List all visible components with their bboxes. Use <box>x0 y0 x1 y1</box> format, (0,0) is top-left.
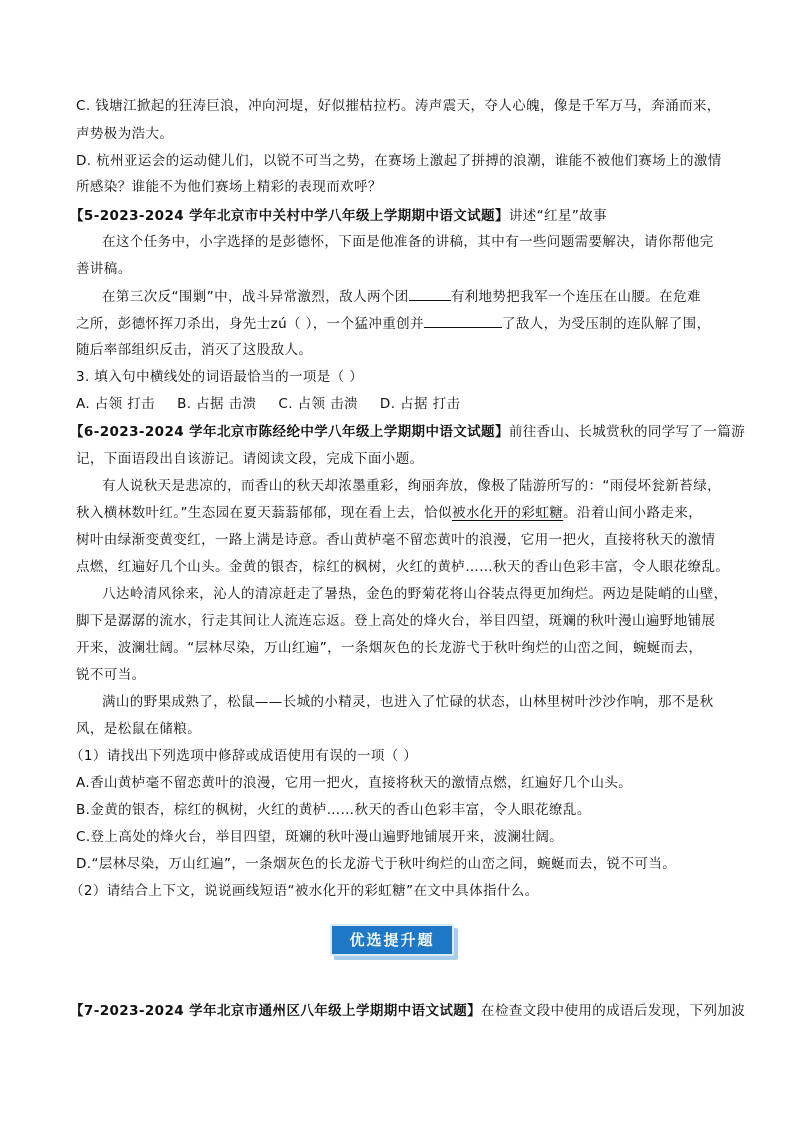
sub-question-1: （1）请找出下列选项中修辞或成语使用有误的一项（ ） <box>70 748 418 764</box>
passage-p2-line3: 开来，波澜壮阔。“层林尽染，万山红遍”，一条烟灰色的长龙游弋于秋叶绚烂的山峦之间，蜿蜒而去， <box>76 640 703 656</box>
question-6-header <box>70 422 746 442</box>
option-c-line1: C. 钱塘江掀起的狂涛巨浪，冲向河堤，好似摧枯拉朽。涛声震天，夺人心魄，像是千军万马，奔涌而来， <box>76 98 721 114</box>
question-7-source: 【7-2023-2024 学年北京市通州区八年级上学期期中语文试题】 <box>70 1003 482 1019</box>
passage-p2-line1: 八达岭清风徐来，沁人的清凉赶走了暑热，金色的野菊花将山谷装点得更加绚烂。两边是陡峭的山壁， <box>102 586 728 602</box>
underlined-phrase: 被水化开的彩虹糖 <box>451 505 564 521</box>
passage-p1-line3: 树叶由绿渐变黄变红，一路上满是诗意。香山黄栌毫不留恋黄叶的浪漫，它用一把火，直接将秋天的激情 <box>76 532 716 548</box>
sub-question-1-option-d: D.“层林尽染，万山红遍”，一条烟灰色的长龙游弋于秋叶绚烂的山峦之间，蜿蜒而去，锐不可当。 <box>76 856 677 872</box>
sub-question-1-option-c: C.登上高处的烽火台，举目四望，斑斓的秋叶漫山遍野地铺展开来，波澜壮阔。 <box>76 829 564 845</box>
question-6-topic: 前往香山、长城赏秋的同学写了一篇游 <box>508 424 746 440</box>
passage-p2-line4: 锐不可当。 <box>76 667 146 683</box>
q5-passage-text: 之所，彭德怀挥刀杀出，身先士zú（ ），一个猛冲重创并 <box>76 316 424 332</box>
q5-passage-line1 <box>102 286 734 307</box>
question-7-topic: 在检查文段中使用的成语后发现，下列加波 <box>481 1003 746 1019</box>
fill-blank-1 <box>409 286 451 301</box>
q5-passage-text: 有利地势把我军一个连压在山腰。在危难 <box>450 289 701 305</box>
q5-intro-line2: 善讲稿。 <box>76 261 132 277</box>
q5-passage-line2 <box>76 313 734 334</box>
passage-text: 。沿着山间小路走来， <box>563 505 703 521</box>
q5-passage-text: 在第三次反“围剿”中，战斗异常激烈，敌人两个团 <box>102 289 409 305</box>
sub-question-2: （2）请结合上下文，说说画线短语“被水化开的彩虹糖”在文中具体指什么。 <box>70 883 539 899</box>
fill-blank-2 <box>424 313 502 328</box>
passage-p1-line4: 点燃，红遍好几个山头。金黄的银杏，棕红的枫树，火红的黄栌……秋天的香山色彩丰富，令人眼花缭乱。 <box>76 559 730 575</box>
option-c-line2: 声势极为浩大。 <box>76 126 174 142</box>
question-3-options <box>76 394 734 414</box>
passage-p3-line1: 满山的野果成熟了，松鼠——长城的小精灵，也进入了忙碌的状态，山林里树叶沙沙作响，那不是秋 <box>102 694 714 710</box>
option-c: C. 占领 击溃 <box>278 396 358 412</box>
passage-p1-line1: 有人说秋天是悲凉的，而香山的秋天却浓墨重彩，绚丽奔放，像极了陆游所写的：“雨侵坏瓮新苔绿， <box>102 478 721 494</box>
question-6-subline: 记，下面语段出自该游记。请阅读文段，完成下面小题。 <box>76 451 424 467</box>
question-7-header <box>70 1001 746 1021</box>
option-b: B. 占据 击溃 <box>177 396 257 412</box>
sub-question-1-option-b: B.金黄的银杏，棕红的枫树，火红的黄栌……秋天的香山色彩丰富，令人眼花缭乱。 <box>76 802 591 818</box>
question-6-source: 【6-2023-2024 学年北京市陈经纶中学八年级上学期期中语文试题】 <box>70 424 509 440</box>
option-d-line2: 所感染？谁能不为他们赛场上精彩的表现而欢呼？ <box>76 179 382 195</box>
option-d: D. 占据 打击 <box>379 396 461 412</box>
passage-text: 秋入横林数叶红。”生态园在夏天蓊蓊郁郁，现在看上去，恰似 <box>76 505 452 521</box>
q5-intro-line1: 在这个任务中，小字选择的是彭德怀，下面是他准备的讲稿，其中有一些问题需要解决，请你帮他完 <box>102 234 714 250</box>
question-5-header <box>70 206 734 226</box>
passage-p1-line2 <box>76 503 734 523</box>
option-d-line1: D. 杭州亚运会的运动健儿们，以锐不可当之势，在赛场上激起了拼搏的浪潮，谁能不被他们赛场上的激情 <box>76 153 722 169</box>
section-badge-label: 优选提升题 <box>330 924 454 956</box>
q5-passage-line3: 随后率部组织反击，消灭了这股敌人。 <box>76 342 313 358</box>
question-5-source: 【5-2023-2024 学年北京市中关村中学八年级上学期期中语文试题】 <box>70 208 509 224</box>
question-3: 3. 填入句中横线处的词语最恰当的一项是（ ） <box>76 369 364 385</box>
passage-p3-line2: 风，是松鼠在储粮。 <box>76 721 202 737</box>
option-a: A. 占领 打击 <box>76 396 156 412</box>
passage-p2-line2: 脚下是潺潺的流水，行走其间让人流连忘返。登上高处的烽火台，举目四望，斑斓的秋叶漫山遍野地铺展 <box>76 613 716 629</box>
question-5-topic: 讲述“红星”故事 <box>508 208 608 224</box>
q5-passage-text: 了敌人，为受压制的连队解了围， <box>501 316 711 332</box>
section-badge <box>330 924 460 960</box>
sub-question-1-option-a: A.香山黄栌毫不留恋黄叶的浪漫，它用一把火，直接将秋天的激情点燃，红遍好几个山头。 <box>76 775 633 791</box>
